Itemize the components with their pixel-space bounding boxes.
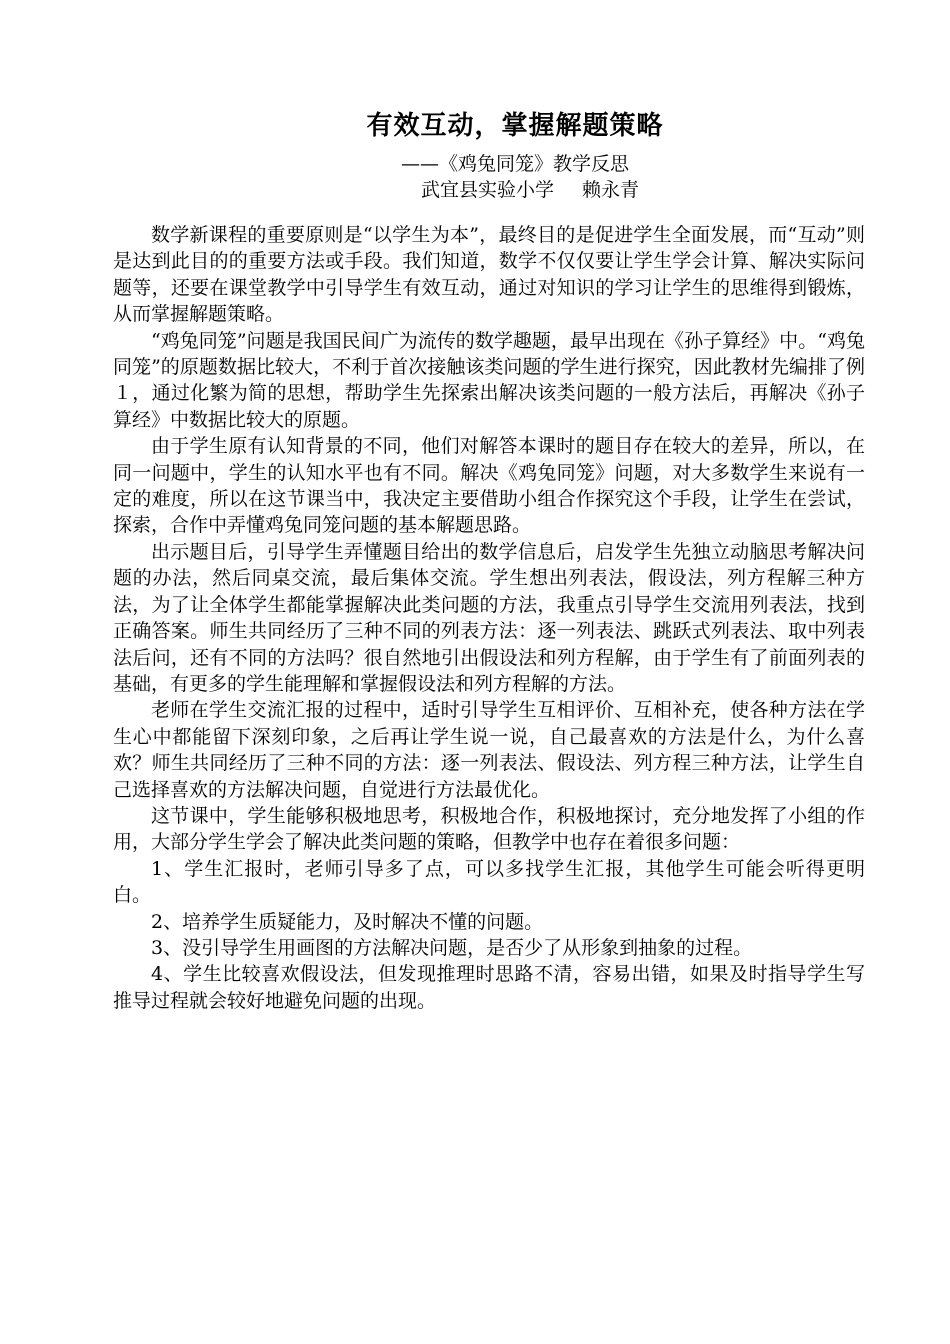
list-item-problem-3: 3、没引导学生用画图的方法解决问题，是否少了从形象到抽象的过程。 [151,936,753,959]
document-author [0,176,950,204]
paragraph-evaluation: 老师在学生交流汇报的过程中，适时引导学生互相评价、互相补充，使各种方法在学生心中都能留下深刻印象，之后再让学生说一说，自己最喜欢的方法是什么，为什么喜欢？师生共同经历了三种不同的方法：逐一列表法、假设法、列方程三种方法，让学生自己选择喜欢的方法解决问题，自觉进行方法最优化。 [113,699,865,801]
paragraph-background: “鸡兔同笼”问题是我国民间广为流传的数学趣题，最早出现在《孙子算经》中。“鸡兔同笼”的原题数据比较大，不利于首次接触该类问题的学生进行探究，因此教材先编排了例１，通过化繁为简的思想，帮助学生先探索出解决该类问题的一般方法后，再解决《孙子算经》中数据比较大的原题。 [113,329,865,431]
author-name: 赖永青 [582,179,640,201]
list-item-problem-4: 4、学生比较喜欢假设法，但发现推理时思路不清，容易出错，如果及时指导学生写推导过程就会较好地避免问题的出现。 [113,963,865,1012]
list-item-problem-1: 1、学生汇报时，老师引导多了点，可以多找学生汇报，其他学生可能会听得更明白。 [113,857,865,907]
paragraph-summary: 这节课中，学生能够积极地思考，积极地合作，积极地探讨，充分地发挥了小组的作用，大部分学生学会了解决此类问题的策略，但教学中也存在着很多问题： [113,804,865,854]
paragraph-intro: 数学新课程的重要原则是“以学生为本”，最终目的是促进学生全面发展，而“互动”则是达到此目的的重要方法或手段。我们知道，数学不仅仅要让学生学会计算、解决实际问题等，还要在课堂教学中引导学生有效互动，通过对知识的学习让学生的思维得到锻炼，从而掌握解题策略。 [113,224,865,326]
paragraph-process: 出示题目后，引导学生弄懂题目给出的数学信息后，启发学生先独立动脑思考解决问题的办法，然后同桌交流，最后集体交流。学生想出列表法，假设法，列方程解三种方法，为了让全体学生都能掌握解决此类问题的方法，我重点引导学生交流用列表法，找到正确答案。师生共同经历了三种不同的列表方法：逐一列表法、跳跃式列表法、取中列表法后问，还有不同的方法吗？很自然地引出假设法和列方程解，由于学生有了前面列表的基础，有更多的学生能理解和掌握假设法和列方程解的方法。 [113,540,865,695]
document-body [113,222,865,1014]
list-item-problem-2: 2、培养学生质疑能力，及时解决不懂的问题。 [151,910,544,933]
author-school: 武宜县实验小学 [420,179,554,201]
document-title: 有效互动，掌握解题策略 [366,111,664,141]
paragraph-students: 由于学生原有认知背景的不同，他们对解答本课时的题目存在较大的差异，所以，在同一问题中，学生的认知水平也有不同。解决《鸡兔同笼》问题，对大多数学生来说有一定的难度，所以在这节课当中，我决定主要借助小组合作探究这个手段，让学生在尝试，探索，合作中弄懂鸡兔同笼问题的基本解题思路。 [113,435,865,537]
document-subtitle: ——《鸡兔同笼》教学反思 [400,153,629,175]
